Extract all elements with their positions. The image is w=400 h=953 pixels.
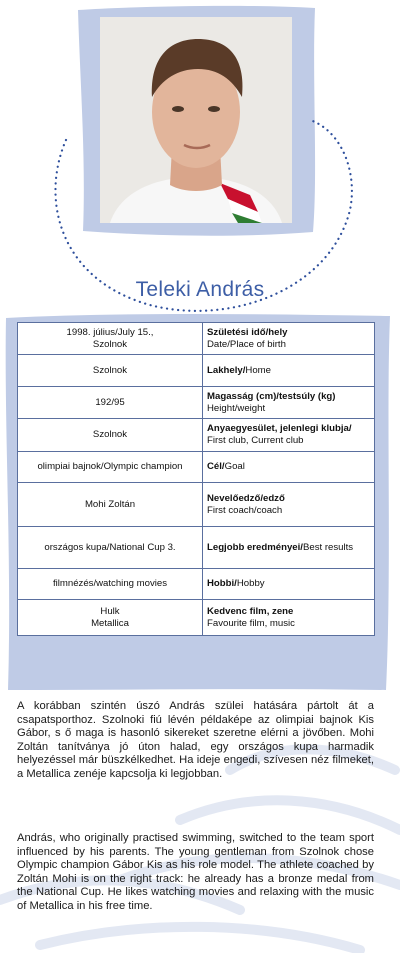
info-label-bold: Nevelőedző/edző	[207, 492, 285, 504]
player-photo	[100, 17, 292, 223]
info-label-bold: Születési idő/hely	[207, 326, 288, 338]
info-value-line: Metallica	[91, 617, 129, 629]
info-value	[18, 387, 203, 419]
info-row	[18, 527, 375, 569]
info-value-line: Szolnok	[92, 364, 128, 376]
paragraph-english: András, who originally practised swimming, switched to the team sport influenced by his parents. The young gentleman from Szolnok chose Olympic champion Gábor Kis as his role model. The athlete coached by Zoltán Mohi is on the right track: he already has a bronze medal from the National Cup. He likes watching movies and relaxing with the music of Metallica in his free time.	[17, 832, 374, 912]
info-label-bold: Lakhely/	[207, 364, 246, 376]
info-label-sub: First coach/coach	[207, 504, 283, 516]
info-value-line: olimpiai bajnok/Olympic champion	[37, 461, 183, 472]
info-value	[18, 323, 203, 355]
info-value	[18, 419, 203, 452]
info-value	[18, 355, 203, 387]
info-label-bold: Legjobb eredményei/	[207, 541, 303, 553]
info-value	[18, 483, 203, 527]
portrait-image	[100, 17, 292, 223]
info-label	[203, 527, 375, 569]
info-row	[18, 323, 375, 355]
info-value-line: Mohi Zoltán	[84, 498, 136, 510]
info-row	[18, 569, 375, 600]
info-label	[203, 419, 375, 452]
info-label	[203, 387, 375, 419]
info-label-sub: Height/weight	[207, 402, 266, 414]
info-label	[203, 323, 375, 355]
info-value-line: országos kupa/National Cup 3.	[44, 541, 176, 553]
info-value	[18, 600, 203, 636]
info-value-line: Szolnok	[92, 429, 128, 440]
info-value-line: 1998. július/July 15.,	[66, 326, 154, 338]
info-label	[203, 600, 375, 636]
info-value	[18, 527, 203, 569]
info-label-rest: Goal	[224, 461, 245, 472]
profile-info-table	[17, 322, 375, 636]
info-label	[203, 355, 375, 387]
info-label-bold: Magasság (cm)/testsúly (kg)	[207, 390, 336, 402]
info-label-sub: Favourite film, music	[207, 617, 295, 629]
paragraph-hungarian: A korábban szintén úszó András szülei hatására pártolt át a csapatsporthoz. Szolnoki fiú lévén példaképe az olimpiai bajnok Kis Gábor, s ő maga is hasonló sikereket szeretne elérni a jövőben. Mohi Zoltán tanítványa jó úton halad, egy országos kupa harmadik helyezéssel már büszkélkedhet. Ha ideje engedi, szívesen néz filmeket, a Metallica zenéje kapcsolja ki legjobban.	[17, 700, 374, 780]
info-label	[203, 483, 375, 527]
info-row	[18, 355, 375, 387]
info-row	[18, 600, 375, 636]
info-label-bold: Cél/	[207, 461, 225, 472]
info-row	[18, 452, 375, 483]
info-value-line: filmnézés/watching movies	[52, 578, 168, 589]
info-row	[18, 483, 375, 527]
info-value-line: 192/95	[95, 396, 125, 408]
info-value	[18, 569, 203, 600]
info-label-bold: Anyaegyesület, jelenlegi klubja/	[207, 423, 352, 434]
info-value-line: Hulk	[100, 605, 120, 617]
info-label-sub: Date/Place of birth	[207, 338, 286, 350]
info-label-rest: Home	[245, 364, 271, 376]
info-label-sub: First club, Current club	[207, 435, 304, 446]
info-label-bold: Hobbi/	[207, 578, 237, 589]
info-label	[203, 452, 375, 483]
info-value-line: Szolnok	[92, 338, 128, 350]
info-value	[18, 452, 203, 483]
player-name: Teleki András	[135, 278, 265, 301]
info-label-bold: Kedvenc film, zene	[207, 605, 294, 617]
info-label-rest: Best results	[302, 541, 354, 553]
info-row	[18, 419, 375, 452]
info-row	[18, 387, 375, 419]
info-label	[203, 569, 375, 600]
info-label-rest: Hobby	[236, 578, 265, 589]
